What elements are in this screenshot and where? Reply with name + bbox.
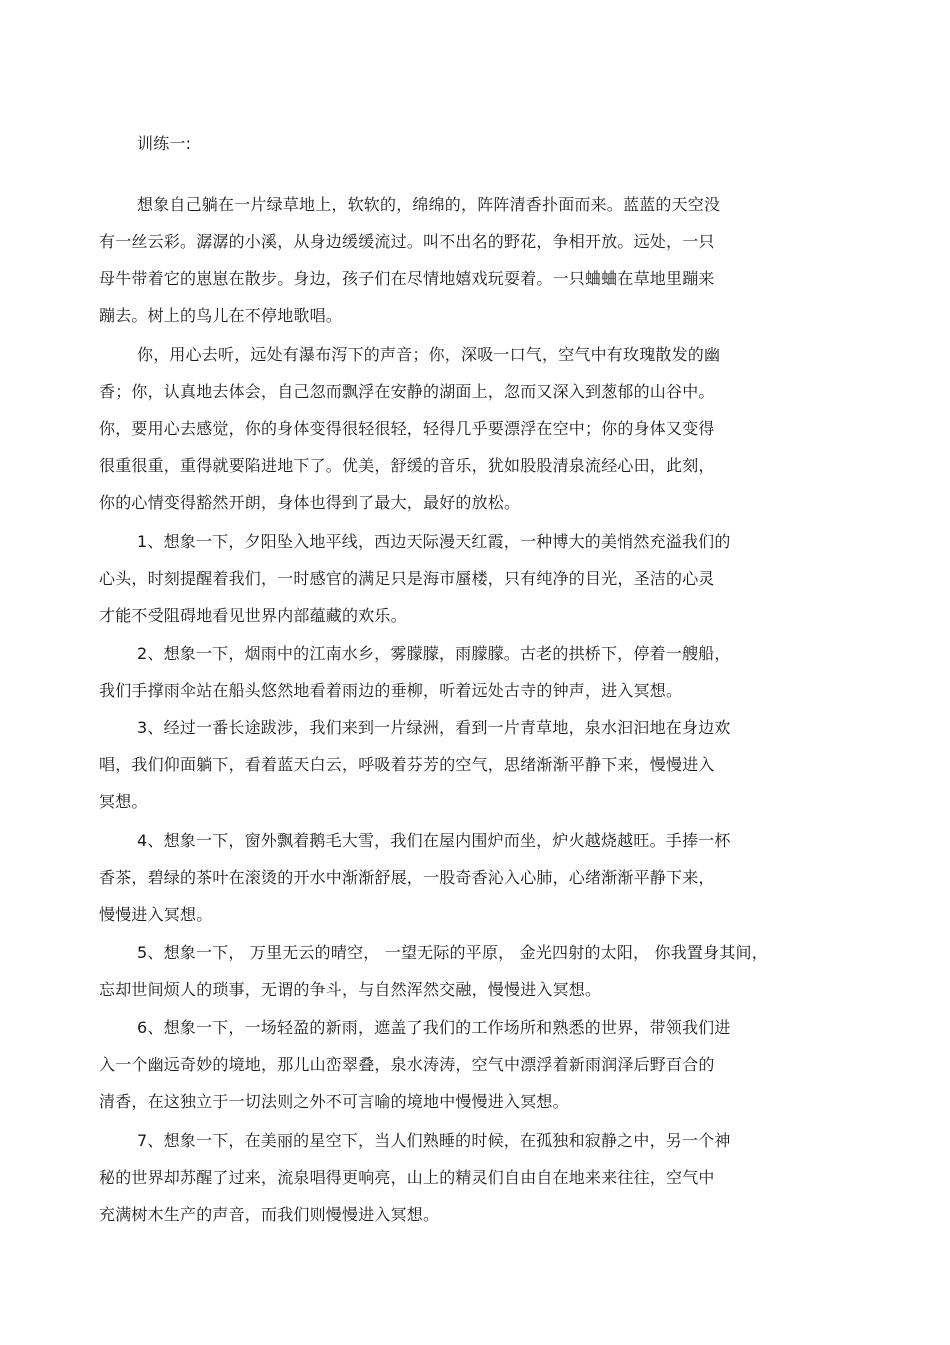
page-title: 训练一:	[137, 134, 192, 153]
text-line: 1、想象一下，夕阳坠入地平线，西边天际漫天红霞，一种博大的美悄然充溢我们的	[137, 532, 731, 551]
text-line: 冥想。	[99, 792, 148, 811]
text-line: 蹦去。树上的鸟儿在不停地歌唱。	[99, 306, 343, 325]
text-line: 才能不受阻碍地看见世界内部蕴藏的欢乐。	[99, 606, 407, 625]
text-line: 忘却世间烦人的琐事，无谓的争斗，与自然浑然交融，慢慢进入冥想。	[99, 980, 602, 999]
text-line: 母牛带着它的崽崽在散步。身边，孩子们在尽情地嬉戏玩耍着。一只蛐蛐在草地里蹦来	[99, 269, 715, 288]
text-line: 想象自己躺在一片绿草地上，软软的，绵绵的，阵阵清香扑面而来。蓝蓝的天空没	[137, 195, 721, 214]
text-line: 香茶，碧绿的茶叶在滚烫的开水中渐渐舒展，一股奇香沁入心肺，心绪渐渐平静下来，	[99, 868, 715, 887]
text-line: 你，用心去听，远处有瀑布泻下的声音；你，深吸一口气，空气中有玫瑰散发的幽	[137, 345, 721, 364]
text-line: 很重很重，重得就要陷进地下了。优美，舒缓的音乐，犹如股股清泉流经心田，此刻，	[99, 456, 715, 475]
text-line: 7、想象一下，在美丽的星空下，当人们熟睡的时候，在孤独和寂静之中，另一个神	[137, 1131, 731, 1150]
text-line: 心头，时刻提醒着我们，一时感官的满足只是海市蜃楼，只有纯净的目光，圣洁的心灵	[99, 569, 715, 588]
text-line: 3、经过一番长途跋涉，我们来到一片绿洲，看到一片青草地，泉水汩汩地在身边欢	[137, 718, 731, 737]
text-line: 充满树木生产的声音，而我们则慢慢进入冥想。	[99, 1205, 440, 1224]
text-line: 我们手撑雨伞站在船头悠然地看着雨边的垂柳，听着远处古寺的钟声，进入冥想。	[99, 681, 683, 700]
text-line: 入一个幽远奇妙的境地，那儿山峦翠叠，泉水涛涛，空气中漂浮着新雨润泽后野百合的	[99, 1055, 715, 1074]
text-line: 5、想象一下， 万里无云的晴空， 一望无际的平原， 金光四射的太阳， 你我置身其间，	[137, 943, 768, 962]
text-line: 6、想象一下，一场轻盈的新雨，遮盖了我们的工作场所和熟悉的世界，带领我们进	[137, 1018, 731, 1037]
text-line: 你的心情变得豁然开朗，身体也得到了最大，最好的放松。	[99, 493, 521, 512]
text-line: 清香，在这独立于一切法则之外不可言喻的境地中慢慢进入冥想。	[99, 1092, 569, 1111]
text-line: 秘的世界却苏醒了过来，流泉唱得更响亮，山上的精灵们自由自在地来来往往，空气中	[99, 1168, 715, 1187]
text-line: 4、想象一下，窗外飘着鹅毛大雪，我们在屋内围炉而坐，炉火越烧越旺。手捧一杯	[137, 831, 731, 850]
text-line: 有一丝云彩。潺潺的小溪，从身边缓缓流过。叫不出名的野花，争相开放。远处，一只	[99, 232, 715, 251]
text-line: 2、想象一下，烟雨中的江南水乡，雾朦朦，雨朦朦。古老的拱桥下，停着一艘船，	[137, 644, 731, 663]
text-line: 香；你，认真地去体会，自己忽而飘浮在安静的湖面上，忽而又深入到葱郁的山谷中。	[99, 382, 715, 401]
text-line: 你，要用心去感觉，你的身体变得很轻很轻，轻得几乎要漂浮在空中；你的身体又变得	[99, 419, 715, 438]
text-line: 慢慢进入冥想。	[99, 905, 213, 924]
text-line: 唱，我们仰面躺下，看着蓝天白云，呼吸着芬芳的空气，思绪渐渐平静下来，慢慢进入	[99, 755, 715, 774]
